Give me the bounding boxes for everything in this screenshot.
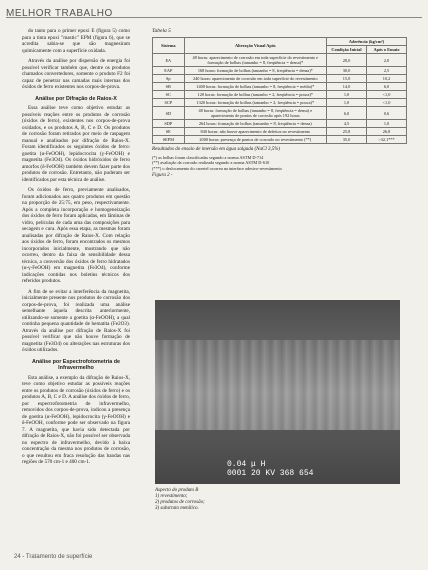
table-cell: 14,0 (326, 83, 366, 91)
table-cell: SC (153, 91, 185, 99)
paragraph: Esta análise, a exemplo da difração de Raios-X, teve como objetivo estudar as possíveis reações entre os produtos de corrosão (óxidos de ferro) e os produtos A, B, C e D. A análise dos óxidos de ferro, por espectrofotometria de infravermelho, removidos dos corpos-de-prova, indicou a presença de goetita (α-FeOOH), lepidocrocita (γ-FeOOH) e δ-FeOOH, conforme pode ser observado na figura 7. A magnetita, que havia sido detectada por difração de Raios-X, não foi possível ser observada no espectro de infravermelho, devido à baixa concentração da mesma nos produtos de corrosão, o que resultou em fraca resolução das bandas nas regiões de 570 cm-1 e 400 cm-1. (22, 374, 130, 465)
section-heading: Análise por Espectrofotometria de Infravermelho (31, 358, 121, 371)
paragraph: Através da análise por dispersão de energia foi possível verificar também que, dentre os produtos chamados convertedores, somente o produto F2 foi capaz de penetrar nas camadas mais internas dos óxidos de ferro existentes nos corpos-de-prova. (22, 58, 130, 90)
table-cell: 840 horas: não houve aparecimento de defeitos no revestimento (184, 128, 326, 136)
table-cell: 168 horas: formação de bolhas (tamanho = 8, freqüência = densa)* (184, 67, 326, 75)
table-cell: 2,0 (367, 54, 407, 67)
table-title: Tabela 5 (152, 28, 171, 34)
table-row (153, 67, 407, 75)
figure-caption-item: 2) produtos de corrosão; (155, 500, 205, 505)
table-row (153, 83, 407, 91)
table-header: Sistema (153, 38, 185, 54)
table-row (153, 91, 407, 99)
table-row (153, 75, 407, 83)
table-cell: EAP (153, 67, 185, 75)
right-column (152, 28, 407, 178)
table-header: Após o Ensaio (367, 46, 407, 54)
table-cell: <1,0 (367, 91, 407, 99)
header-title: MELHOR TRABALHO (6, 8, 113, 19)
table-row (153, 136, 407, 144)
table-cell: SE (153, 128, 185, 136)
table-row (153, 107, 407, 120)
table-cell: 1320 horas: formação de bolhas (tamanho = 2, freqüência = pouca)* (184, 99, 326, 107)
left-column (22, 28, 130, 470)
table-cell: SD (153, 107, 185, 120)
table-cell: 30,0 (326, 67, 366, 75)
page-footer: 24 - Tratamento de superfície (14, 554, 93, 560)
coating-layer (155, 300, 400, 340)
table-notes (152, 155, 407, 171)
table-row (153, 54, 407, 67)
table-cell: 2,5 (367, 67, 407, 75)
table-cell: SDP (153, 120, 185, 128)
paragraph: A fim de se evitar a interferência da magnetita, inicialmente presente nos produtos de corrosão dos corpos-de-prova, foi realizada uma análise semelhante àquela descrita anteriormente, utilizando-se somente a goetita (α-FeOOH), a qual continha pequena quantidade de hematita (Fe2O3). Através da análise por difração de Raios-X foi possível verificar que não houve formação de magnetita (Fe3O4) ou alterações nas estruturas dos óxidos utilizados. (22, 288, 130, 353)
table-cell: 6,0 (326, 107, 366, 120)
table-cell: 0,6 (367, 107, 407, 120)
table-row (153, 99, 407, 107)
table-cell: 6,0 (367, 83, 407, 91)
table-cell: 10,2 (367, 75, 407, 83)
page-header (6, 3, 422, 18)
sem-micrograph (155, 300, 400, 484)
table-cell: 1,0 (367, 120, 407, 128)
table-note: (***) o deslocamento do carretel ocorreu na interface adesivo-revestimento (152, 165, 282, 171)
table-note: (**) avaliação da corrosão realizada segundo a norma ASTM D-610 (152, 160, 270, 166)
table-row (153, 128, 407, 136)
table-cell: 48 horas: aparecimento de corrosão em toda superfície do revestimento e formação de bolhas (tamanho = 8, freqüência = densa)* (184, 54, 326, 67)
table-header: Condição Inicial (326, 46, 366, 54)
table-header: Alteração Visual Após (184, 38, 326, 54)
table-cell: 1,0 (326, 99, 366, 107)
table-cell: 240 horas: aparecimento de corrosão em toda superfície do revestimento (184, 75, 326, 83)
table-cell: 120 horas: formação de bolhas (tamanho = 2, freqüência = pouca)* (184, 91, 326, 99)
table-caption: Resultados do ensaio de imersão em água salgada (NaCl 3,5%) (152, 147, 281, 152)
table-note: (*) as bolhas foram classificadas segundo a norma ASTM D-714 (152, 155, 264, 160)
table-cell: >32,1*** (367, 136, 407, 144)
figure-caption (155, 488, 400, 512)
table-cell: 15,0 (326, 75, 366, 83)
figure-caption-item: 3) substrato metálico. (155, 506, 199, 511)
table-cell: EA (153, 54, 185, 67)
table-cell: Sp (153, 75, 185, 83)
figure-caption-title: Aspecto do produto B (155, 488, 199, 493)
paragraph: Os óxidos de ferro, previamente analisados, foram adicionados aos quatro produtos em questão na proporção de 25:75, em peso, respectivamente. Após a completa incorporação e homogeneização dos óxidos de ferro foram aplicadas, em lâminas de vidro, películas de cada uma das composições para secagem e cura. Após essa etapa, as mesmas foram analisadas por difração de Raios-X. Com relação aos óxidos de ferro, foram encontrados os mesmos incorporados inicialmente, mostrando que não ocorreu, dentro da faixa de sensibilidade dessa técnica, a conversão dos óxidos de ferro hidratados (α-γ-FeOOH) em magnetita (Fe3O4), conforme indicações contidas nos boletins técnicos dos referidos produtos. (22, 187, 130, 284)
table-cell: <1,0 (367, 99, 407, 107)
table-row (153, 120, 407, 128)
table-body (153, 54, 407, 144)
table-cell: 48 horas: formação de bolhas (tamanho = 8, freqüência = densa) e aparecimento de pontos de corrosão após 192 horas (184, 107, 326, 120)
section-heading: Análise por Difração de Raios-X (35, 95, 117, 102)
table-cell: 4,5 (326, 120, 366, 128)
table-cell: 264 horas: formação de bolhas (tamanho = 8, freqüência = densa) (184, 120, 326, 128)
table-cell: 25,8 (326, 128, 366, 136)
micrograph-scale-label: 0.04 μ H 0001 20 KV 368 654 (227, 460, 314, 478)
table-cell: 26,8 (367, 128, 407, 136)
table-cell: 1,0 (326, 91, 366, 99)
paragraph: Essa análise teve como objetivo estudar as possíveis reações entre os produtos de corrosão (óxidos de ferro), existentes nos corpos-de-prova oxidados, e os produtos A, B, C e D. Os produtos de corrosão foram retirados por meio de raspagem manual e analisados por difração de Raios-X. Foram identificados os seguintes óxidos de ferro: goetita (α-FeOOH), lepidocrocita (γ-FeOOH) e magnetita (Fe3O4). Os óxidos hidróxidos de ferro amorfos (δ-FeOOH) também devem fazer parte dos produtos de corrosão. Entretanto, não puderam ser identificados por esta técnica de análise. (22, 105, 130, 183)
table-cell: 28,0 (326, 54, 366, 67)
table-cell: 35,0 (326, 136, 366, 144)
results-table (152, 37, 407, 144)
corrosion-products-layer (155, 340, 400, 430)
table-cell: SB (153, 83, 185, 91)
table-header: Aderência (kg/cm²) (326, 38, 406, 46)
table-cell: SCP (153, 99, 185, 107)
figure-label: Figura 2 - (152, 172, 173, 178)
table-cell: SEPM (153, 136, 185, 144)
table-cell: 1400 horas: formação de bolhas (tamanho = 8, freqüência = média)* (184, 83, 326, 91)
figure-caption-item: 1) revestimento; (155, 494, 188, 499)
paragraph: do tanto para o primer epoxi E (figura 5) como para a tinta epoxi "mastic" EPM (figura 6), que se acredita sabia-se que são magnesiram quimicamente com a superfície oxidada. (22, 28, 130, 54)
table-cell: 2000 horas: presença de pontos de corrosão no revestimento (**) (184, 136, 326, 144)
